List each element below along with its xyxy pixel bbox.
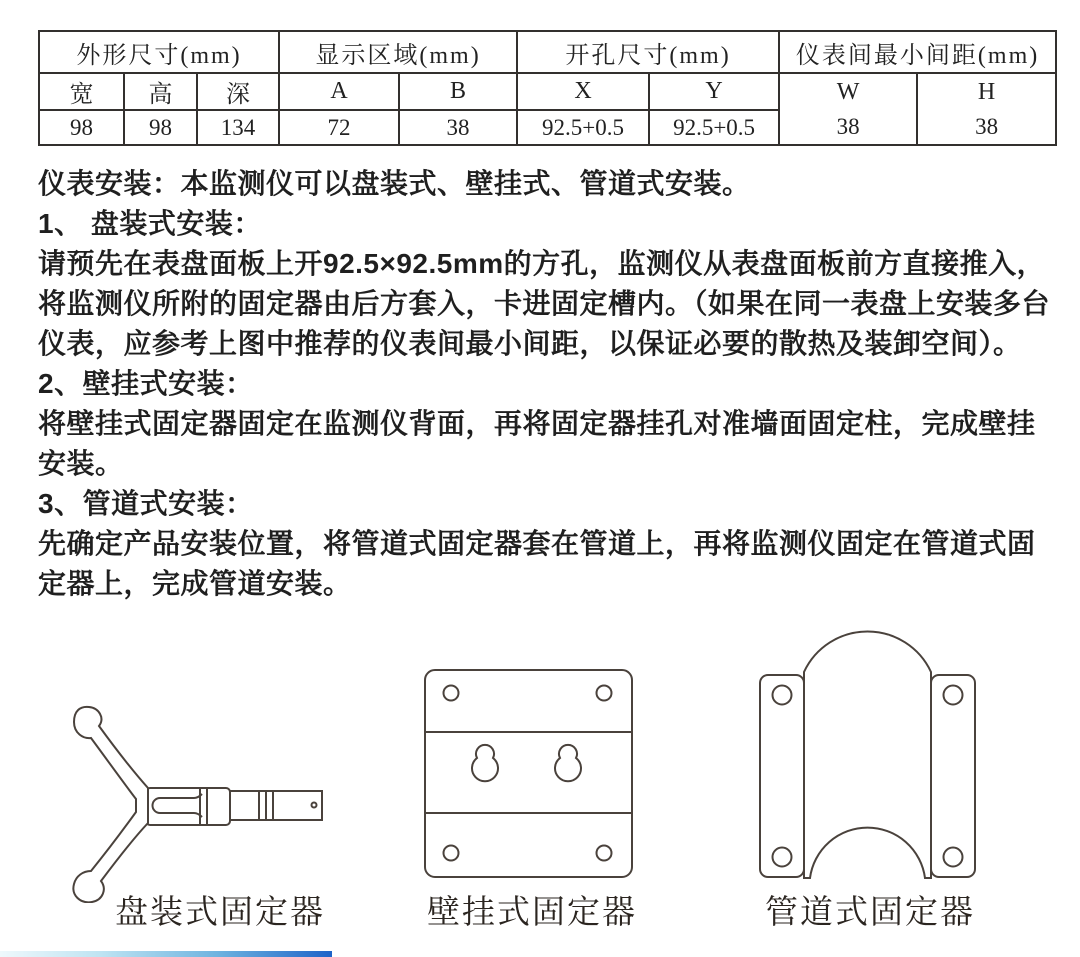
col-header-b: B	[399, 73, 517, 110]
table-row	[39, 73, 1056, 110]
col-header-height: 高	[124, 73, 197, 110]
value-width: 98	[39, 110, 124, 145]
section-1-text: 请预先在表盘面板上开92.5×92.5mm的方孔，监测仪从表盘面板前方直接推入，将监测仪所附的固定器由后方套入，卡进固定槽内。（如果在同一表盘上安装多台仪表，应参考上图中推荐的仪表间最小间距，以保证必要的散热及装卸空间）。	[38, 248, 1051, 359]
panel-mount-fixture-figure	[62, 698, 337, 903]
value-h: 38	[917, 110, 1056, 145]
table-row	[39, 31, 1056, 73]
group-header-min-spacing: 仪表间最小间距(mm)	[779, 31, 1056, 73]
panel-mount-fixture-drawing	[62, 698, 337, 903]
value-height: 98	[124, 110, 197, 145]
value-a: 72	[279, 110, 399, 145]
dimension-table	[38, 30, 1057, 146]
col-header-x: X	[517, 73, 649, 110]
installation-instructions	[38, 164, 1054, 604]
col-header-a: A	[279, 73, 399, 110]
section-2-heading: 2、壁挂式安装：	[38, 368, 254, 399]
wall-mount-fixture-drawing	[420, 666, 640, 881]
section-2-text: 将壁挂式固定器固定在监测仪背面，再将固定器挂孔对准墙面固定柱，完成壁挂安装。	[38, 408, 1036, 479]
value-b: 38	[399, 110, 517, 145]
value-w: 38	[779, 110, 917, 145]
panel-mount-fixture-caption: 盘装式固定器	[115, 895, 325, 931]
pipe-mount-fixture-caption: 管道式固定器	[765, 895, 975, 931]
section-1-heading: 1、 盘装式安装：	[38, 208, 262, 239]
table-row	[39, 110, 1056, 145]
section-3-heading: 3、管道式安装：	[38, 488, 254, 519]
wall-mount-fixture-figure	[420, 666, 640, 881]
install-intro: 仪表安装：本监测仪可以盘装式、壁挂式、管道式安装。	[38, 168, 751, 199]
wall-mount-fixture-caption: 壁挂式固定器	[427, 895, 637, 931]
col-header-h: H	[917, 73, 1056, 110]
value-x: 92.5+0.5	[517, 110, 649, 145]
group-header-cutout-size: 开孔尺寸(mm)	[517, 31, 779, 73]
col-header-depth: 深	[197, 73, 279, 110]
section-3-text: 先确定产品安装位置，将管道式固定器套在管道上，再将监测仪固定在管道式固定器上，完成管道安装。	[38, 528, 1036, 599]
col-header-w: W	[779, 73, 917, 110]
col-header-width: 宽	[39, 73, 124, 110]
value-y: 92.5+0.5	[649, 110, 779, 145]
col-header-y: Y	[649, 73, 779, 110]
group-header-display-area: 显示区域(mm)	[279, 31, 517, 73]
page-edge-accent-bar	[0, 951, 332, 957]
group-header-outline-size: 外形尺寸(mm)	[39, 31, 279, 73]
pipe-mount-fixture-drawing	[755, 616, 980, 884]
value-depth: 134	[197, 110, 279, 145]
pipe-mount-fixture-figure	[755, 616, 980, 884]
